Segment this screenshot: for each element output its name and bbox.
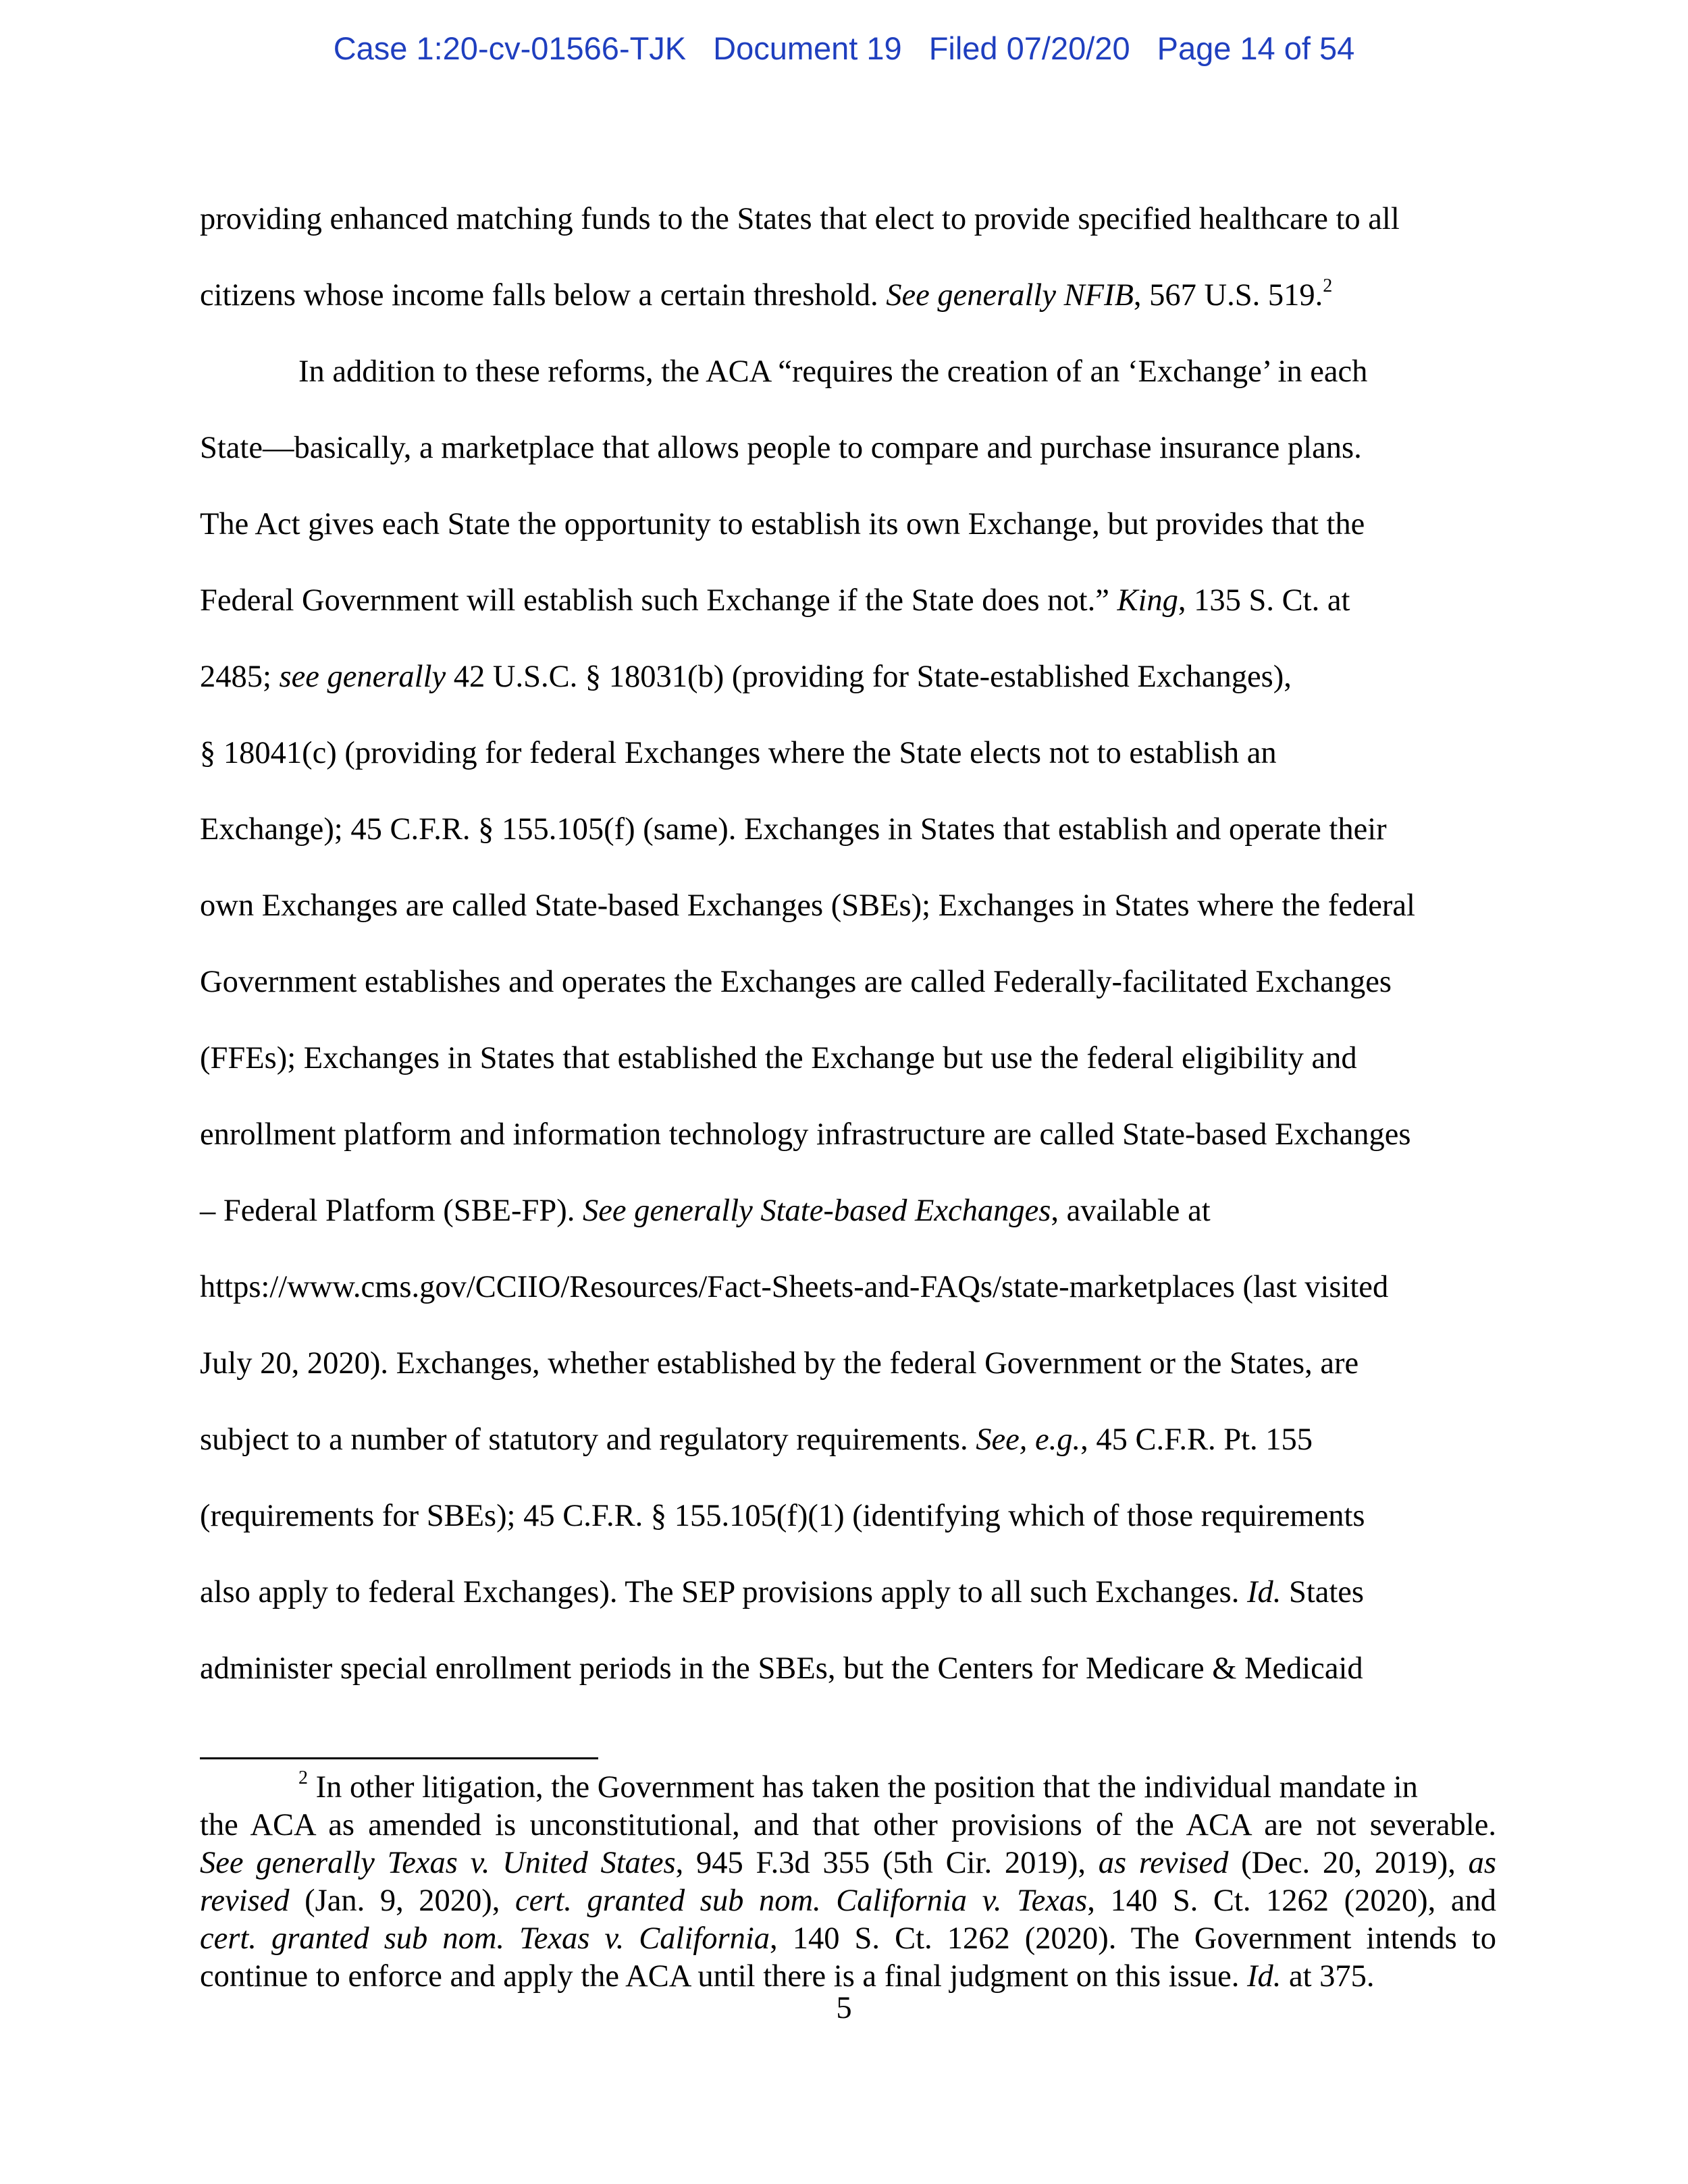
body-line [200, 1184, 1496, 1260]
text-run: providing enhanced matching funds to the States that elect to provide specified healthcare to all [200, 202, 1400, 236]
body-line [200, 955, 1496, 1032]
text-run: State—basically, a marketplace that allows people to compare and purchase insurance plans. [200, 431, 1362, 465]
text-run: (FFEs); Exchanges in States that established the Exchange but use the federal eligibility and [200, 1041, 1357, 1075]
page-number: 5 [836, 1991, 852, 2025]
text-run: subject to a number of statutory and regulatory requirements. [200, 1422, 976, 1457]
italic-text: See generally NFIB [886, 278, 1134, 313]
text-run: Exchange); 45 C.F.R. § 155.105(f) (same). Exchanges in States that establish and operate their [200, 812, 1387, 847]
footnote-marker: 2 [298, 1767, 308, 1788]
text-run: (Dec. 20, 2019), [1228, 1846, 1469, 1880]
case-number: Case 1:20-cv-01566-TJK [333, 30, 687, 66]
text-run: 2485; [200, 660, 280, 694]
body-line [200, 726, 1496, 803]
body-line [200, 1489, 1496, 1566]
text-run: own Exchanges are called State-based Exchanges (SBEs); Exchanges in States where the federal [200, 888, 1415, 923]
body-line [200, 1566, 1496, 1642]
body-text [200, 192, 1496, 1718]
footnote-marker: 2 [1323, 275, 1333, 296]
italic-text: as revised [1098, 1846, 1229, 1880]
body-line [200, 269, 1496, 345]
text-run: , 135 S. Ct. at [1178, 583, 1350, 618]
footnote-separator [200, 1757, 598, 1759]
body-line [200, 1108, 1496, 1184]
text-run: Federal Government will establish such Exchange if the State does not.” [200, 583, 1117, 618]
body-line [200, 345, 1496, 421]
italic-text: Id. [1246, 1575, 1282, 1609]
text-run: In addition to these reforms, the ACA “requires the creation of an ‘Exchange’ in each [298, 354, 1368, 389]
italic-text: King [1117, 583, 1178, 618]
footnote-line [200, 1844, 1496, 1882]
text-run: – Federal Platform (SBE-FP). [200, 1194, 583, 1228]
text-run: at 375. [1281, 1959, 1375, 1994]
text-run: 42 U.S.C. § 18031(b) (providing for State-established Exchanges), [446, 660, 1292, 694]
text-run: , 945 F.3d 355 (5th Cir. 2019), [675, 1846, 1099, 1880]
text-run: , 140 S. Ct. 1262 (2020). The Government intends to [770, 1921, 1496, 1956]
body-line [200, 574, 1496, 650]
text-run: also apply to federal Exchanges). The SEP provisions apply to all such Exchanges. [200, 1575, 1247, 1609]
text-run: , available at [1051, 1194, 1211, 1228]
italic-text: See generally Texas v. United States [200, 1846, 676, 1880]
document-number: Document 19 [713, 30, 902, 66]
footnote-line [200, 1882, 1496, 1920]
body-line [200, 1032, 1496, 1108]
footnote-line [200, 1920, 1496, 1958]
text-run: States [1281, 1575, 1365, 1609]
text-run: , 140 S. Ct. 1262 (2020), and [1087, 1884, 1496, 1918]
body-line [200, 1413, 1496, 1489]
italic-text: cert. granted sub nom. California v. Texas [515, 1884, 1088, 1918]
text-run: , 567 U.S. 519. [1133, 278, 1323, 313]
text-run: https://www.cms.gov/CCIIO/Resources/Fact-Sheets-and-FAQs/state-marketplaces (last visited [200, 1270, 1389, 1304]
italic-text: see generally [279, 660, 446, 694]
body-line [200, 803, 1496, 879]
text-run: The Act gives each State the opportunity to establish its own Exchange, but provides that the [200, 507, 1365, 541]
text-run: citizens whose income falls below a certain threshold. [200, 278, 887, 313]
body-line [200, 1260, 1496, 1337]
footnote-2 [200, 1769, 1496, 1996]
text-run: In other litigation, the Government has taken the position that the individual mandate in [308, 1770, 1418, 1805]
italic-text: revised [200, 1884, 290, 1918]
body-line [200, 192, 1496, 269]
text-run: continue to enforce and apply the ACA until there is a final judgment on this issue. [200, 1959, 1247, 1994]
italic-text: cert. granted sub nom. Texas v. California [200, 1921, 770, 1956]
body-line [200, 650, 1496, 726]
footnote-line [200, 1807, 1496, 1844]
text-run: the ACA as amended is unconstitutional, and that other provisions of the ACA are not severable. [200, 1808, 1496, 1842]
text-run: (Jan. 9, 2020), [289, 1884, 516, 1918]
body-line [200, 1337, 1496, 1413]
italic-text: See, e.g. [976, 1422, 1081, 1457]
body-line [200, 879, 1496, 955]
text-run: (requirements for SBEs); 45 C.F.R. § 155.105(f)(1) (identifying which of those requirements [200, 1499, 1365, 1533]
text-run: § 18041(c) (providing for federal Exchanges where the State elects not to establish an [200, 736, 1277, 770]
body-line [200, 421, 1496, 498]
body-line [200, 1642, 1496, 1718]
text-run: administer special enrollment periods in the SBEs, but the Centers for Medicare & Medicaid [200, 1651, 1363, 1686]
text-run: enrollment platform and information technology infrastructure are called State-based Exchanges [200, 1117, 1411, 1152]
filed-date: Filed 07/20/20 [928, 30, 1130, 66]
text-run: July 20, 2020). Exchanges, whether established by the federal Government or the States, are [200, 1346, 1359, 1381]
case-header [0, 30, 1688, 67]
text-run: , 45 C.F.R. Pt. 155 [1080, 1422, 1313, 1457]
page-of-total: Page 14 of 54 [1157, 30, 1355, 66]
italic-text: See generally State-based Exchanges [583, 1194, 1051, 1228]
italic-text: as [1468, 1846, 1496, 1880]
text-run: Government establishes and operates the Exchanges are called Federally-facilitated Exchanges [200, 965, 1392, 999]
italic-text: Id. [1246, 1959, 1282, 1994]
body-line [200, 498, 1496, 574]
footnote-line [200, 1769, 1496, 1807]
